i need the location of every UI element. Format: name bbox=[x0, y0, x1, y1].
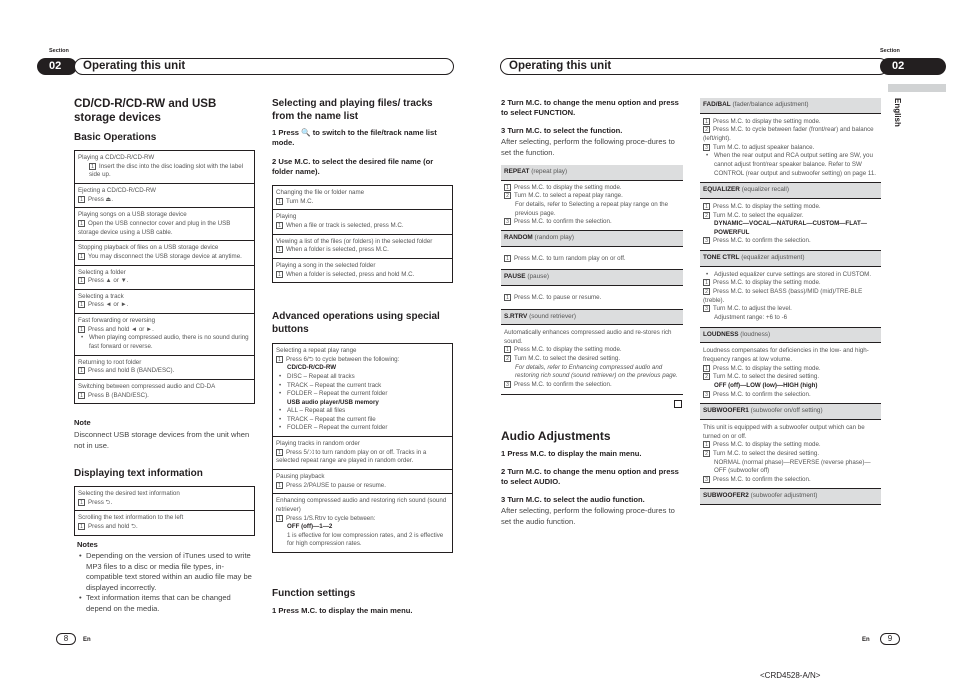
row-title: Changing the file or folder name bbox=[276, 189, 365, 196]
step-text: Turn M.C. to select the equalizer. bbox=[713, 211, 804, 219]
row-step-text: Press B (BAND/ESC). bbox=[88, 391, 149, 399]
display-text-table bbox=[74, 486, 255, 536]
row-step: 1 Press ◄ or ►. bbox=[78, 301, 251, 310]
step-note: Adjustment range: +6 to -6 bbox=[714, 314, 788, 322]
row-step: 1 When a folder is selected, press and hold M.C. bbox=[276, 271, 449, 280]
basic-ops-title: Basic Operations bbox=[74, 132, 157, 143]
row-step-text: Turn M.C. bbox=[286, 197, 314, 205]
row-title: Selecting a track bbox=[78, 292, 124, 300]
fad-bar bbox=[700, 98, 881, 114]
table-row bbox=[273, 344, 452, 436]
row-bullet: • When playing compressed audio, there is no sound during fast forward or reverse. bbox=[78, 334, 251, 351]
row-title: Pausing playback bbox=[276, 473, 325, 480]
step-line: 1 Press M.C. to display the setting mode. bbox=[703, 279, 878, 288]
equalizer-bar bbox=[700, 182, 881, 199]
list-item: • Text information items that can be changed depend on the media. bbox=[76, 593, 256, 614]
list-item: • Depending on the version of iTunes used to write MP3 files to a disc or media file types, in-compatible text stored within an audio file may be displayed incorrectly. bbox=[76, 551, 256, 593]
table-row bbox=[273, 436, 452, 469]
step-text: Turn M.C. to select the desired setting. bbox=[514, 355, 621, 363]
row-title: Playing bbox=[276, 213, 297, 221]
row-step: 1 You may disconnect the USB storage device at anytime. bbox=[78, 253, 251, 262]
row-step: 1 Press ▲ or ▼. bbox=[78, 277, 251, 286]
step-text: Press M.C. to display the setting mode. bbox=[713, 279, 821, 287]
step-values: DYNAMIC—VOCAL—NATURAL—CUSTOM—FLAT—POWERFUL bbox=[714, 220, 867, 236]
audio-adjustments-title: Audio Adjustments bbox=[501, 429, 611, 443]
bar-subtitle: (equalizer adjustment) bbox=[741, 254, 805, 262]
bar-title: PAUSE bbox=[504, 273, 526, 281]
step-line: 3 Press M.C. to confirm the selection. bbox=[504, 218, 680, 227]
step-2: 2 Turn M.C. to change the menu option and press to select FUNCTION. bbox=[501, 98, 679, 117]
step-text: Press M.C. to display the setting mode. bbox=[713, 441, 821, 449]
step-text: Press M.C. to confirm the selection. bbox=[713, 390, 811, 398]
table-row bbox=[273, 493, 452, 552]
bar-title: REPEAT bbox=[504, 168, 530, 175]
bar-subtitle: (fader/balance adjustment) bbox=[732, 101, 809, 108]
random-steps: 1 Press M.C. to turn random play on or off. bbox=[501, 247, 683, 270]
step-line: 1 Press M.C. to display the setting mode. bbox=[504, 346, 680, 355]
step-values: OFF (off)—LOW (low)—HIGH (high) bbox=[714, 381, 818, 389]
table-row bbox=[75, 313, 254, 355]
row-step: 1 Insert the disc into the disc loading slot with the label side up. bbox=[89, 162, 244, 179]
step-line: 3 Press M.C. to confirm the selection. bbox=[703, 476, 878, 485]
step-line: 2 Press M.C. to select BASS (bass)/MID (mid)/TRE-BLE (treble). bbox=[703, 288, 863, 304]
row-step: 1 Press 1/S.Rtrv to cycle between: bbox=[276, 515, 449, 524]
bar-title: LOUDNESS bbox=[703, 330, 739, 338]
cd-section-title: CD/CD-R/CD-RW and USB storage devices bbox=[74, 98, 217, 124]
step-text: Turn M.C. to select a repeat play range. bbox=[514, 192, 623, 200]
step-line: 1 Press M.C. to display the setting mode. bbox=[703, 441, 878, 450]
step-text: Press M.C. to confirm the selection. bbox=[713, 237, 811, 245]
pause-steps: 1 Press M.C. to pause or resume. bbox=[501, 286, 683, 309]
step-text: Turn M.C. to adjust speaker balance. bbox=[713, 143, 815, 151]
step-line: 1 Press M.C. to display the setting mode. bbox=[703, 118, 878, 127]
tone-steps bbox=[700, 267, 881, 327]
step-text: Press M.C. to confirm the selection. bbox=[514, 218, 612, 226]
table-row bbox=[75, 240, 254, 264]
page-number-right: 9 bbox=[880, 633, 900, 645]
row-step: 1 Press and hold ⮌. bbox=[78, 523, 251, 532]
row-step-text: Press ▲ or ▼. bbox=[88, 277, 129, 285]
step-line: 1 Press M.C. to display the setting mode. bbox=[504, 184, 680, 193]
section-label-left: Section bbox=[49, 48, 69, 54]
row-step: 1 Press and hold ◄ or ►. bbox=[78, 326, 251, 335]
step-3: 3 Turn M.C. to select the function. bbox=[501, 126, 623, 135]
basic-ops-table bbox=[74, 150, 255, 404]
note-text: Disconnect USB storage devices from the unit when not in use. bbox=[74, 430, 250, 450]
step-text: Press M.C. to confirm the selection. bbox=[713, 475, 811, 483]
row-title: Playing tracks in random order bbox=[276, 440, 360, 448]
section-intro: Loudness compensates for deficiencies in the low- and high-frequency ranges at low volume. bbox=[703, 347, 869, 363]
page-number-left: 8 bbox=[56, 633, 76, 645]
row-step-text: When a folder is selected, press and hold M.C. bbox=[286, 270, 415, 278]
pause-bar bbox=[501, 269, 683, 286]
special-buttons-table bbox=[272, 343, 453, 553]
step-line: 1 Press M.C. to display the setting mode. bbox=[703, 365, 878, 374]
row-title: Viewing a list of the files (or folders) in the selected folder bbox=[276, 237, 433, 245]
select-files-title: Selecting and playing files/ tracks from the name list bbox=[272, 98, 433, 122]
row-values: OFF (off)—1—2 bbox=[287, 523, 333, 531]
row-step: 1 When a folder is selected, press M.C. bbox=[276, 246, 449, 255]
audio-step-1: 1 Press M.C. to display the main menu. bbox=[501, 449, 642, 458]
step-text: Turn M.C. to select the desired setting. bbox=[713, 449, 820, 457]
list-item: • FOLDER – Repeat the current folder bbox=[276, 390, 449, 399]
step-text: Turn M.C. to select the desired setting. bbox=[713, 373, 820, 381]
step-text: Press M.C. to turn random play on or off. bbox=[514, 254, 626, 262]
table-row bbox=[75, 183, 254, 207]
list-item: • FOLDER – Repeat the current folder bbox=[276, 424, 449, 433]
table-row bbox=[75, 379, 254, 403]
row-step-text: Press ◄ or ►. bbox=[88, 301, 129, 309]
bar-subtitle: (subwoofer adjustment) bbox=[750, 492, 818, 500]
note-heading: Note bbox=[74, 418, 91, 427]
step-line: 2 Turn M.C. to select a repeat play range. bbox=[504, 192, 680, 201]
step-line: 1 Press M.C. to display the setting mode. bbox=[703, 203, 878, 212]
step-line: 2 Turn M.C. to select the desired setting. bbox=[703, 450, 878, 459]
document-code: <CRD4528-A/N> bbox=[760, 671, 821, 680]
row-title: Stopping playback of files on a USB storage device bbox=[78, 244, 219, 252]
row-step: 1 Press and hold B (BAND/ESC). bbox=[78, 367, 251, 376]
step-text: Press M.C. to display the setting mode. bbox=[713, 202, 821, 210]
row-title: Playing a CD/CD-R/CD-RW bbox=[78, 154, 155, 161]
step-line: 3 Press M.C. to confirm the selection. bbox=[703, 391, 878, 400]
equalizer-steps bbox=[700, 199, 881, 250]
row-step-text: Insert the disc into the disc loading slot with the label side up. bbox=[89, 162, 244, 179]
subwoofer1-bar bbox=[700, 403, 881, 420]
row-step: 1 Press ⮌. bbox=[78, 499, 251, 508]
row-step-text: Press and hold ◄ or ►. bbox=[88, 325, 154, 333]
row-step: 1 When a file or track is selected, press M.C. bbox=[276, 222, 449, 231]
row-step: 1 Turn M.C. bbox=[276, 198, 449, 207]
row-title: Switching between compressed audio and CD-DA bbox=[78, 383, 216, 390]
repeat-bar bbox=[501, 165, 683, 181]
function-step-1: 1 Press M.C. to display the main menu. bbox=[272, 606, 413, 615]
step-line: 2 Turn M.C. to select the desired setting. bbox=[703, 373, 878, 382]
step-line: 3 Turn M.C. to adjust the level. bbox=[703, 305, 878, 314]
sub-heading: CD/CD-R/CD-RW bbox=[287, 364, 337, 372]
random-bar bbox=[501, 230, 683, 247]
table-row bbox=[75, 151, 254, 183]
row-title: Scrolling the text information to the left bbox=[78, 514, 184, 522]
table-row bbox=[273, 469, 452, 493]
bar-subtitle: (sound retriever) bbox=[529, 312, 576, 320]
name-list-table bbox=[272, 185, 453, 283]
repeat-steps bbox=[501, 181, 683, 230]
row-step: 1 Press 6/⮌ to cycle between the following: bbox=[276, 356, 449, 365]
section-label-right: Section bbox=[880, 48, 900, 54]
advanced-ops-title: Advanced operations using special buttons bbox=[272, 311, 440, 335]
row-title: Fast forwarding or reversing bbox=[78, 317, 156, 325]
step-2: 2 Use M.C. to select the desired file name (or folder name). bbox=[272, 157, 434, 176]
step-text: Press M.C. to display the setting mode. bbox=[713, 117, 821, 125]
row-step-text: When a file or track is selected, press M.C. bbox=[286, 222, 404, 230]
step-text: Press M.C. to display the setting mode. bbox=[514, 183, 622, 191]
list-item: • DISC – Repeat all tracks bbox=[276, 373, 449, 382]
bar-title: SUBWOOFER1 bbox=[703, 407, 749, 415]
step-note: For details, refer to Enhancing compressed audio and restoring rich sound (sound retriever) on the previous page. bbox=[515, 363, 678, 380]
function-list bbox=[501, 165, 683, 395]
header-title-right: Operating this unit bbox=[500, 58, 888, 75]
table-row bbox=[75, 265, 254, 289]
language-label-right: En bbox=[862, 637, 870, 643]
row-step-text: Press 2/PAUSE to pause or resume. bbox=[286, 481, 386, 489]
row-title: Returning to root folder bbox=[78, 358, 142, 366]
step-line: 3 Press M.C. to confirm the selection. bbox=[703, 237, 878, 246]
row-step: 1 Press 2/PAUSE to pause or resume. bbox=[276, 482, 449, 491]
list-item: • Adjusted equalizer curve settings are stored in CUSTOM. bbox=[703, 271, 878, 280]
notes-heading: Notes bbox=[77, 540, 98, 549]
table-row bbox=[273, 258, 452, 282]
audio-step-3: 3 Turn M.C. to select the audio function. bbox=[501, 495, 645, 504]
section-number-right: 02 bbox=[880, 58, 946, 75]
section-number-left: 02 bbox=[37, 58, 77, 75]
bar-title: FAD/BAL bbox=[703, 101, 731, 108]
fad-steps bbox=[700, 114, 881, 183]
list-item: • TRACK – Repeat the current track bbox=[276, 382, 449, 391]
bar-subtitle: (subwoofer on/off setting) bbox=[750, 407, 823, 415]
step-text: Press M.C. to pause or resume. bbox=[514, 294, 602, 302]
bar-subtitle: (pause) bbox=[527, 273, 549, 281]
subwoofer1-steps bbox=[700, 420, 881, 489]
step-1: 1 Press 🔍 to switch to the file/track name list mode. bbox=[272, 128, 437, 147]
step-values: NORMAL (normal phase)—REVERSE (reverse phase)—OFF (subwoofer off) bbox=[714, 458, 871, 475]
step-line: 2 Turn M.C. to select the equalizer. bbox=[703, 212, 878, 221]
table-row bbox=[75, 487, 254, 510]
table-row bbox=[273, 209, 452, 233]
row-title: Ejecting a CD/CD-R/CD-RW bbox=[78, 186, 156, 194]
row-title: Selecting the desired text information bbox=[78, 490, 180, 497]
step-text: Press M.C. to select BASS (bass)/MID (mid)/TRE-BLE (treble). bbox=[703, 288, 863, 304]
bar-subtitle: (loudness) bbox=[740, 330, 771, 338]
row-step-text: Press 6/⮌ to cycle between the following: bbox=[286, 355, 400, 363]
bar-title: RANDOM bbox=[504, 233, 533, 241]
header-title-left: Operating this unit bbox=[74, 58, 454, 75]
table-row bbox=[273, 186, 452, 209]
bar-title: EQUALIZER bbox=[703, 186, 740, 194]
table-row bbox=[75, 510, 254, 534]
side-tab-bar bbox=[888, 84, 946, 92]
language-label-left: En bbox=[83, 637, 91, 643]
row-step: 1 Open the USB connector cover and plug in the USB storage device using a USB cable. bbox=[78, 219, 231, 236]
row-step-text: You may disconnect the USB storage device at anytime. bbox=[88, 252, 242, 260]
display-text-title: Displaying text information bbox=[74, 468, 203, 479]
row-title: Selecting a folder bbox=[78, 268, 126, 276]
row-title: Enhancing compressed audio and restoring rich sound (sound retriever) bbox=[276, 497, 447, 513]
step-text: Press M.C. to display the setting mode. bbox=[713, 364, 821, 372]
row-step-text: Press ⮌. bbox=[88, 498, 113, 506]
table-row bbox=[75, 207, 254, 240]
sub-heading: USB audio player/USB memory bbox=[287, 398, 379, 406]
step-line: 3 Press M.C. to confirm the selection. bbox=[504, 381, 680, 390]
row-step-text: Press 5/⤨ to turn random play on or off. Tracks in a selected repeat range are played in random order. bbox=[276, 448, 427, 465]
row-step: 1 Press ⏏. bbox=[78, 196, 251, 205]
step-text: Turn M.C. to adjust the level. bbox=[713, 305, 792, 313]
row-step-text: Open the USB connector cover and plug in the USB storage device using a USB cable. bbox=[78, 219, 231, 236]
bar-title: SUBWOOFER2 bbox=[703, 492, 749, 500]
row-step-text: Press and hold ⮌. bbox=[88, 523, 138, 531]
notes-list bbox=[76, 551, 256, 614]
step-line: 3 Turn M.C. to adjust speaker balance. bbox=[703, 144, 878, 153]
bar-subtitle: (random play) bbox=[534, 233, 574, 241]
function-settings-title: Function settings bbox=[272, 588, 356, 599]
srtrv-steps bbox=[501, 325, 683, 395]
step-line: 2 Press M.C. to cycle between fader (front/rear) and balance (left/right). bbox=[703, 126, 874, 143]
audio-step-2: 2 Turn M.C. to change the menu option and press to select AUDIO. bbox=[501, 467, 679, 486]
row-step-text: Press ⏏. bbox=[88, 195, 114, 203]
loudness-steps bbox=[700, 343, 881, 403]
section-intro: This unit is equipped with a subwoofer output which can be turned on or off. bbox=[703, 423, 865, 440]
step-3-body: After selecting, perform the following proce-dures to set the function. bbox=[501, 137, 675, 157]
subwoofer2-bar bbox=[700, 488, 881, 505]
step-note: For details, refer to Selecting a repeat play range on the previous page. bbox=[515, 201, 669, 217]
section-intro: Automatically enhances compressed audio and re-stores rich sound. bbox=[504, 329, 672, 345]
row-title: Playing songs on a USB storage device bbox=[78, 211, 187, 219]
audio-list bbox=[700, 98, 881, 505]
list-item: • When the rear output and RCA output setting are SW, you cannot adjust front/rear speaker balance. Refer to SW CONTROL (rear output and subwoofer setting) on page 11. bbox=[703, 152, 878, 178]
row-title: Playing a song in the selected folder bbox=[276, 261, 376, 269]
row-title: Selecting a repeat play range bbox=[276, 347, 357, 354]
row-step-text: Press and hold B (BAND/ESC). bbox=[88, 367, 175, 375]
table-row bbox=[273, 234, 452, 258]
row-step: 1 Press B (BAND/ESC). bbox=[78, 392, 251, 401]
list-item: • TRACK – Repeat the current file bbox=[276, 416, 449, 425]
table-row bbox=[75, 289, 254, 313]
bar-title: S.RTRV bbox=[504, 312, 528, 320]
bar-subtitle: (repeat play) bbox=[531, 168, 568, 175]
row-note: 1 is effective for low compression rates, and 2 is effective for high compression rates. bbox=[287, 531, 444, 548]
table-row bbox=[75, 355, 254, 379]
list-item: • ALL – Repeat all files bbox=[276, 407, 449, 416]
step-line: 2 Turn M.C. to select the desired setting. bbox=[504, 355, 680, 364]
side-tab-label: English bbox=[893, 98, 902, 127]
end-mark-icon bbox=[674, 400, 682, 408]
step-text: Press M.C. to confirm the selection. bbox=[514, 381, 612, 389]
loudness-bar bbox=[700, 327, 881, 344]
srtrv-bar bbox=[501, 309, 683, 326]
step-text: Press M.C. to cycle between fader (front/rear) and balance (left/right). bbox=[703, 126, 874, 143]
audio-step-3-body: After selecting, perform the following proce-dures to set the audio function. bbox=[501, 506, 675, 526]
row-step: 1 Press 5/⤨ to turn random play on or off. Tracks in a selected repeat range are played in random order. bbox=[276, 448, 427, 465]
row-step-text: When a folder is selected, press M.C. bbox=[286, 246, 389, 254]
tone-bar bbox=[700, 250, 881, 267]
bar-title: TONE CTRL bbox=[703, 254, 740, 262]
bar-subtitle: (equalizer recall) bbox=[741, 186, 789, 194]
step-text: Press M.C. to display the setting mode. bbox=[514, 346, 622, 354]
row-step-text: Press 1/S.Rtrv to cycle between: bbox=[286, 514, 376, 522]
